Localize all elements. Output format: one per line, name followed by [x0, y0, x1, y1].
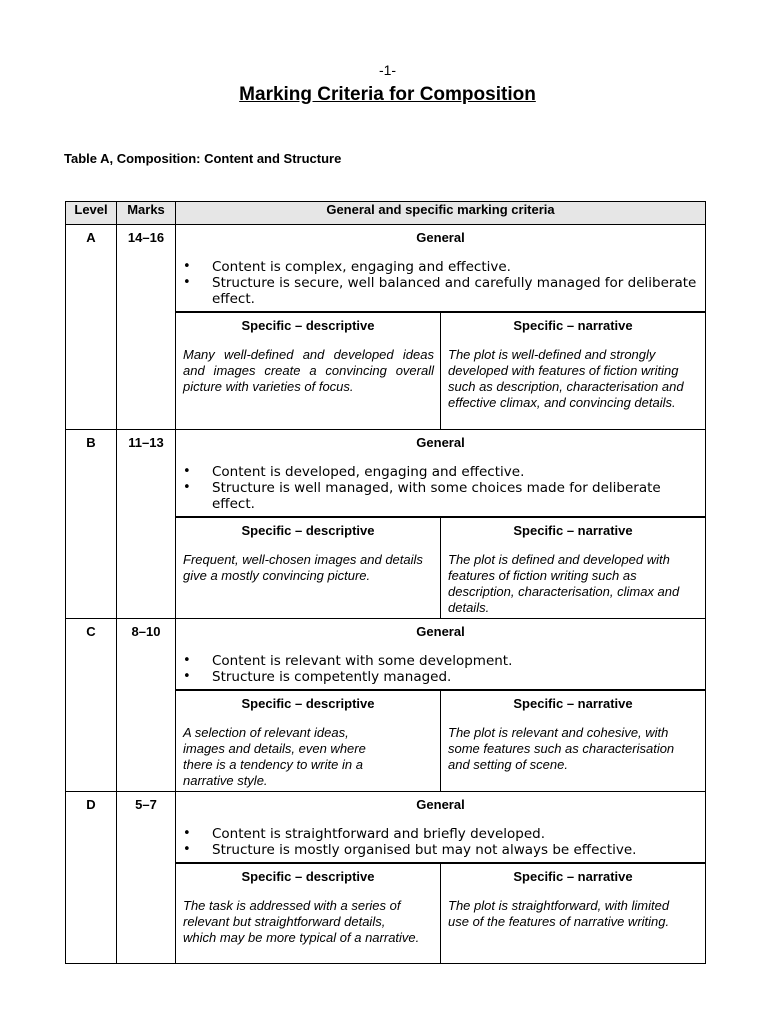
- marks-cell: 11–13: [117, 430, 176, 619]
- bullet-item: • Content is straightforward and briefly developed.: [212, 826, 705, 842]
- general-bullet-list: [176, 259, 705, 307]
- narrative-heading: Specific – narrative: [513, 523, 633, 538]
- level-cell: A: [66, 225, 117, 430]
- bullet-item: • Structure is well managed, with some choices made for deliberate effect.: [212, 480, 705, 512]
- bullet-item: • Content is developed, engaging and effective.: [212, 464, 705, 480]
- general-bullet-list: [176, 653, 705, 685]
- narrative-cell: [441, 313, 706, 430]
- descriptive-cell: [176, 864, 441, 964]
- general-heading: General: [416, 230, 465, 245]
- descriptive-cell: [176, 518, 441, 619]
- specific-criteria-cell: [176, 312, 706, 430]
- general-heading: General: [416, 797, 465, 812]
- marks-cell: 5–7: [117, 792, 176, 964]
- descriptive-text: The task is addressed with a series of relevant but straightforward details, which may be more typical of a narrative.: [183, 898, 420, 945]
- descriptive-heading: Specific – descriptive: [241, 869, 375, 884]
- specific-criteria-cell: [176, 517, 706, 619]
- page-number: -1-: [378, 62, 397, 78]
- level-row-d: [66, 792, 706, 863]
- header-marks: Marks: [117, 202, 176, 225]
- table-caption: Table A, Composition: Content and Structure: [64, 151, 342, 166]
- specific-criteria-cell: [176, 863, 706, 964]
- level-row-b: [66, 430, 706, 517]
- level-cell: D: [66, 792, 117, 964]
- narrative-text: The plot is well-defined and strongly developed with features of fiction writing such as description, characterisation and effective climax, and convincing details.: [448, 347, 684, 410]
- bullet-item: • Content is complex, engaging and effective.: [212, 259, 705, 275]
- narrative-heading: Specific – narrative: [513, 318, 633, 333]
- descriptive-text: Many well-defined and developed ideas and images create a convincing overall picture with varieties of focus.: [183, 347, 434, 394]
- general-criteria-cell: [176, 619, 706, 690]
- narrative-text: The plot is relevant and cohesive, with some features such as characterisation and setting of scene.: [448, 725, 675, 772]
- general-criteria-cell: [176, 430, 706, 517]
- narrative-text: The plot is straightforward, with limited use of the features of narrative writing.: [448, 898, 670, 929]
- descriptive-heading: Specific – descriptive: [241, 318, 375, 333]
- narrative-cell: [441, 691, 706, 792]
- general-bullet-list: [176, 464, 705, 512]
- header-level: Level: [66, 202, 117, 225]
- descriptive-text: Frequent, well-chosen images and details give a mostly convincing picture.: [183, 552, 423, 583]
- narrative-text: The plot is defined and developed with features of fiction writing such as description, characterisation, climax and details.: [448, 552, 680, 615]
- bullet-item: • Structure is secure, well balanced and carefully managed for deliberate effect.: [212, 275, 705, 307]
- level-cell: C: [66, 619, 117, 792]
- marks-cell: 8–10: [117, 619, 176, 792]
- marks-cell: 14–16: [117, 225, 176, 430]
- descriptive-heading: Specific – descriptive: [241, 523, 375, 538]
- document-title: Marking Criteria for Composition: [239, 84, 536, 105]
- bullet-item: • Structure is mostly organised but may not always be effective.: [212, 842, 705, 858]
- level-row-c: [66, 619, 706, 690]
- descriptive-cell: [176, 313, 441, 430]
- bullet-item: • Structure is competently managed.: [212, 669, 705, 685]
- bullet-item: • Content is relevant with some development.: [212, 653, 705, 669]
- level-row-a: [66, 225, 706, 312]
- general-heading: General: [416, 435, 465, 450]
- descriptive-text: A selection of relevant ideas, images and details, even where there is a tendency to write in a narrative style.: [183, 725, 366, 788]
- descriptive-cell: [176, 691, 441, 792]
- general-bullet-list: [176, 826, 705, 858]
- specific-criteria-cell: [176, 690, 706, 792]
- general-criteria-cell: [176, 792, 706, 863]
- table-header-row: [66, 202, 706, 225]
- level-cell: B: [66, 430, 117, 619]
- narrative-cell: [441, 864, 706, 964]
- narrative-heading: Specific – narrative: [513, 869, 633, 884]
- marking-criteria-table: [65, 201, 706, 964]
- general-heading: General: [416, 624, 465, 639]
- header-criteria: General and specific marking criteria: [176, 202, 706, 225]
- general-criteria-cell: [176, 225, 706, 312]
- narrative-heading: Specific – narrative: [513, 696, 633, 711]
- descriptive-heading: Specific – descriptive: [241, 696, 375, 711]
- narrative-cell: [441, 518, 706, 619]
